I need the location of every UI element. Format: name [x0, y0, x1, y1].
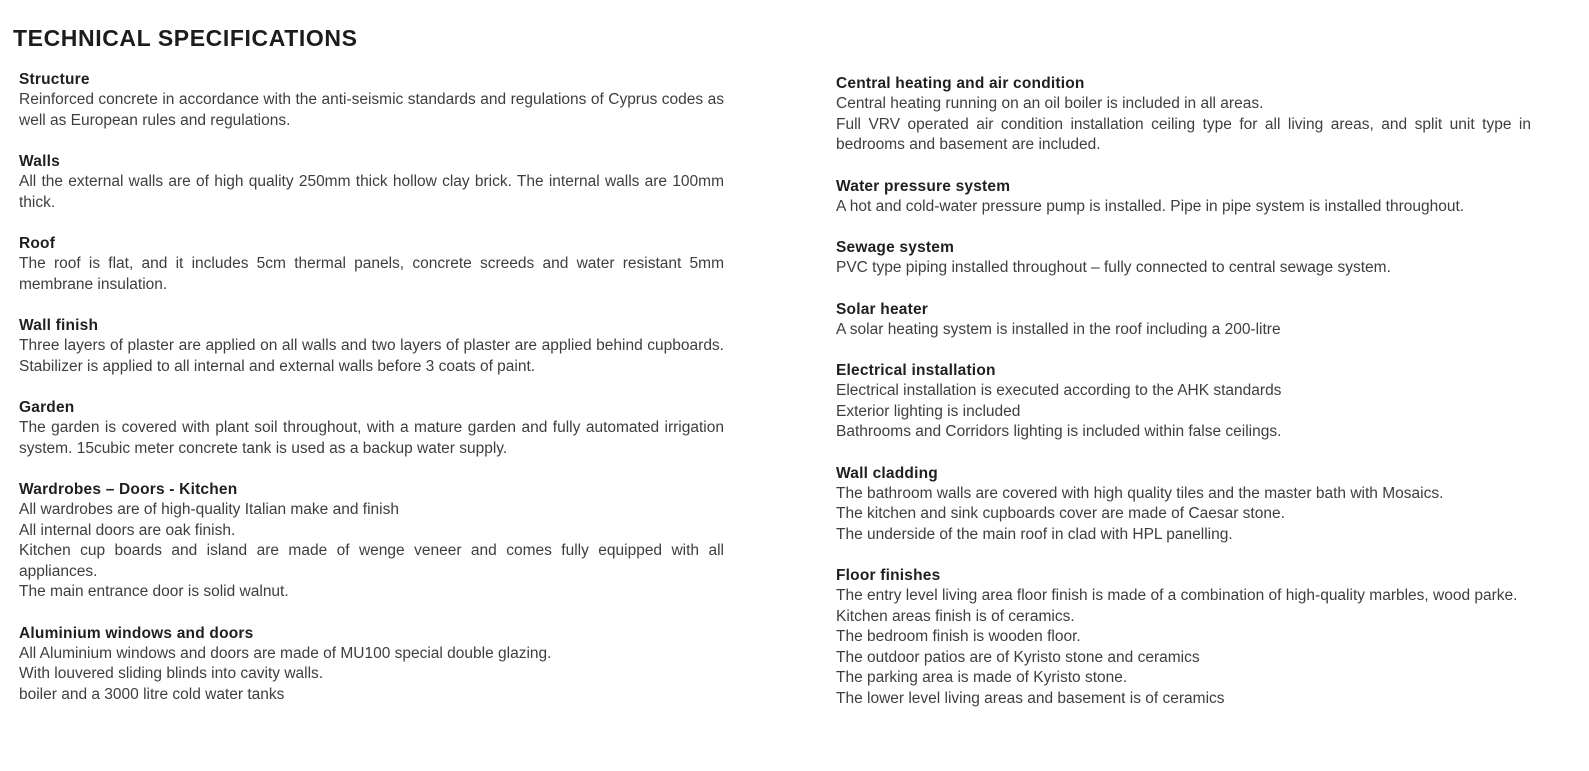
- spec-section: [836, 361, 1531, 443]
- section-paragraph: Kitchen cup boards and island are made of wenge veneer and comes fully equipped with all appliances.: [19, 542, 724, 580]
- spec-section: [19, 398, 724, 459]
- section-heading: Roof: [19, 235, 56, 252]
- section-paragraph: With louvered sliding blinds into cavity walls.: [19, 665, 324, 682]
- spec-section: [836, 464, 1531, 546]
- section-paragraph: The parking area is made of Kyristo stone.: [836, 669, 1128, 686]
- section-paragraph: Central heating running on an oil boiler is included in all areas.: [836, 95, 1264, 112]
- section-heading: Walls: [19, 153, 60, 170]
- spec-section: [19, 152, 724, 213]
- spec-section: [836, 566, 1531, 709]
- section-paragraph: Electrical installation is executed according to the AHK standards: [836, 382, 1282, 399]
- spec-section: [19, 624, 724, 706]
- section-heading: Floor finishes: [836, 567, 941, 584]
- section-paragraph: Kitchen areas finish is of ceramics.: [836, 607, 1075, 625]
- section-paragraph: The entry level living area floor finish is made of a combination of high-quality marbles, wood parke.: [836, 587, 1518, 604]
- section-heading: Water pressure system: [836, 177, 1011, 195]
- section-heading: Electrical installation: [836, 362, 996, 379]
- section-paragraph: All Aluminium windows and doors are made of MU100 special double glazing.: [19, 644, 552, 662]
- section-paragraph: The outdoor patios are of Kyristo stone and ceramics: [836, 648, 1200, 666]
- section-paragraph: Three layers of plaster are applied on all walls and two layers of plaster are applied behind cupboards. Stabilizer is applied to all internal and external walls before 3 coats of paint.: [19, 337, 724, 375]
- section-paragraph: The bedroom finish is wooden floor.: [836, 628, 1081, 645]
- spec-section: [19, 316, 724, 377]
- section-heading: Wall cladding: [836, 464, 938, 482]
- section-paragraph: A solar heating system is installed in the roof including a 200-litre: [836, 320, 1281, 338]
- section-heading: Central heating and air condition: [836, 75, 1085, 92]
- spec-section: [19, 480, 724, 603]
- spec-section: [19, 70, 724, 131]
- section-paragraph: The main entrance door is solid walnut.: [19, 583, 289, 600]
- right-column: [836, 74, 1531, 730]
- section-heading: Wall finish: [19, 317, 99, 334]
- section-paragraph: All the external walls are of high quality 250mm thick hollow clay brick. The internal walls are 100mm thick.: [19, 173, 724, 211]
- section-paragraph: A hot and cold-water pressure pump is installed. Pipe in pipe system is installed throughout.: [836, 197, 1465, 215]
- section-paragraph: The underside of the main roof in clad with HPL panelling.: [836, 525, 1233, 543]
- section-paragraph: All internal doors are oak finish.: [19, 521, 236, 539]
- spec-section: [836, 74, 1531, 156]
- section-heading: Sewage system: [836, 239, 955, 256]
- section-paragraph: The roof is flat, and it includes 5cm thermal panels, concrete screeds and water resistant 5mm membrane insulation.: [19, 255, 724, 293]
- section-paragraph: The bathroom walls are covered with high quality tiles and the master bath with Mosaics.: [836, 484, 1444, 502]
- section-heading: Wardrobes – Doors - Kitchen: [19, 481, 238, 498]
- section-heading: Structure: [19, 71, 90, 88]
- spec-section: [836, 177, 1531, 218]
- section-paragraph: Bathrooms and Corridors lighting is included within false ceilings.: [836, 423, 1282, 440]
- section-paragraph: All wardrobes are of high-quality Italian make and finish: [19, 501, 399, 518]
- spec-section: [19, 234, 724, 295]
- section-paragraph: The kitchen and sink cupboards cover are made of Caesar stone.: [836, 505, 1285, 522]
- section-paragraph: The lower level living areas and basement is of ceramics: [836, 689, 1225, 707]
- section-paragraph: PVC type piping installed throughout – fully connected to central sewage system.: [836, 259, 1391, 276]
- section-paragraph: Reinforced concrete in accordance with the anti-seismic standards and regulations of Cyprus codes as well as European rules and regulations.: [19, 91, 724, 129]
- spec-section: [836, 238, 1531, 279]
- section-paragraph: Full VRV operated air condition installation ceiling type for all living areas, and split unit type in bedrooms and basement are included.: [836, 115, 1531, 153]
- section-paragraph: Exterior lighting is included: [836, 402, 1021, 420]
- section-heading: Solar heater: [836, 300, 928, 318]
- section-paragraph: boiler and a 3000 litre cold water tanks: [19, 685, 285, 703]
- spec-section: [836, 300, 1531, 341]
- section-heading: Aluminium windows and doors: [19, 624, 254, 642]
- page-title: TECHNICAL SPECIFICATIONS: [13, 25, 358, 51]
- left-column: [19, 70, 724, 726]
- section-heading: Garden: [19, 399, 75, 416]
- section-paragraph: The garden is covered with plant soil throughout, with a mature garden and fully automated irrigation system. 15cubic meter concrete tank is used as a backup water supply.: [19, 419, 724, 457]
